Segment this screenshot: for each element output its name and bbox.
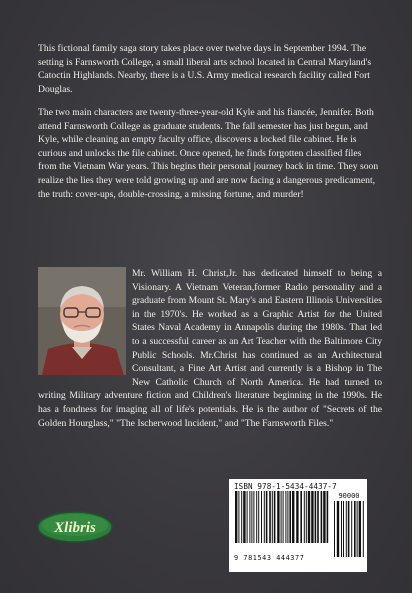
barcode-bar bbox=[341, 501, 342, 557]
author-bio: Mr. William H. Christ,Jr. has dedicated himself to being a Visionary. A Vietnam Veteran,former Radio personality and a graduate from Mount St. Mary's and Eastern Illinois Universities in the 1970's. He worked as a Graphic Artist for the United States Naval Academy in Annapolis during the 1980s. That led to a successful career as an Art Teacher with the Baltimore City Public Schools. Mr.Christ has continued as an Architectural Consultant, a Fine Art Artist and currently is a Bishop in The New Catholic Church of North America. He had turned to writing Military adventure fiction and Children's literature beginning in the 1990s. He has a fondness for imaging all of life's potentials. He is the author of "Secrets of the Golden Hourglass," "The Ischerwood Incident," and "The Farnsworth Files." bbox=[38, 268, 382, 429]
barcode-bar bbox=[363, 501, 364, 557]
barcode-bar bbox=[277, 491, 279, 543]
barcode-bar bbox=[235, 491, 237, 543]
add-on-barcode bbox=[333, 501, 365, 557]
barcode-bar bbox=[311, 491, 313, 543]
barcode-bar bbox=[285, 491, 286, 543]
barcode-bar bbox=[281, 491, 282, 543]
barcode-bar bbox=[308, 491, 310, 543]
barcode-bar bbox=[247, 491, 248, 543]
barcode-bar bbox=[292, 491, 294, 543]
barcode-bar bbox=[317, 491, 319, 543]
barcode-bar bbox=[306, 491, 307, 543]
barcode-bar bbox=[274, 491, 276, 543]
barcode-bar bbox=[304, 491, 305, 543]
ean-barcode bbox=[234, 486, 330, 548]
barcode-bar bbox=[343, 501, 344, 557]
isbn-barcode-box bbox=[229, 479, 367, 572]
barcode-bar bbox=[266, 491, 268, 543]
barcode-bar bbox=[348, 501, 350, 557]
barcode-bar bbox=[283, 491, 284, 543]
barcode-bar bbox=[300, 491, 302, 543]
barcode-bar bbox=[357, 501, 358, 557]
barcode-bar bbox=[351, 501, 352, 557]
barcode-bar bbox=[334, 501, 335, 557]
publisher-name: Xlibris bbox=[54, 520, 96, 536]
blurb-paragraph-2: The two main characters are twenty-three-year-old Kyle and his fiancée, Jennifer. Both attend Farnsworth College as graduate students. The fall semester has just begun, and Kyle, while cleaning an empty faculty office, discovers a locked file cabinet. He is curious and unlocks the file cabinet. Once opened, he finds forgotten classified files from the Vietnam War years. This begins their personal journey back in time. They soon realize the lies they were told growing up and are now facing a dangerous predicament, the truth: cover-ups, double-crossing, a missing fortune, and murder! bbox=[38, 107, 379, 200]
barcode-bar bbox=[256, 491, 257, 543]
barcode-bar bbox=[272, 491, 273, 543]
barcode-bar bbox=[238, 491, 239, 543]
barcode-bar bbox=[261, 491, 262, 543]
barcode-bar bbox=[287, 491, 288, 543]
barcode-bar bbox=[253, 491, 254, 543]
barcode-bar bbox=[354, 501, 356, 557]
barcode-bar bbox=[327, 491, 329, 543]
barcode-bar bbox=[323, 491, 325, 543]
publisher-logo bbox=[36, 509, 114, 545]
barcode-bar bbox=[296, 491, 298, 543]
barcode-bar bbox=[346, 501, 347, 557]
barcode-bar bbox=[249, 491, 250, 543]
barcode-bar bbox=[359, 501, 361, 557]
barcode-bar bbox=[337, 501, 339, 557]
barcode-bar bbox=[269, 491, 271, 543]
barcode-bar bbox=[243, 491, 245, 543]
author-bio-block bbox=[38, 267, 382, 430]
barcode-bar bbox=[289, 491, 291, 543]
barcode-digits: 9 781543 444377 bbox=[234, 554, 305, 562]
barcode-bar bbox=[264, 491, 265, 543]
isbn-label: ISBN 978-1-5434-4437-7 bbox=[234, 482, 337, 491]
barcode-bar bbox=[241, 491, 242, 543]
barcode-bar bbox=[258, 491, 259, 543]
price-add-on-digits: 90000 bbox=[338, 492, 360, 500]
barcode-bar bbox=[321, 491, 323, 543]
barcode-bar bbox=[315, 491, 317, 543]
blurb-paragraph-1: This fictional family saga story takes place over twelve days in September 1994. The setting is Farnsworth College, a small liberal arts school located in Central Maryland's Catoctin Highlands. Nearby, there is a U.S. Army medical research facility called Fort Douglas. bbox=[38, 43, 372, 95]
barcode-bar bbox=[251, 491, 252, 543]
